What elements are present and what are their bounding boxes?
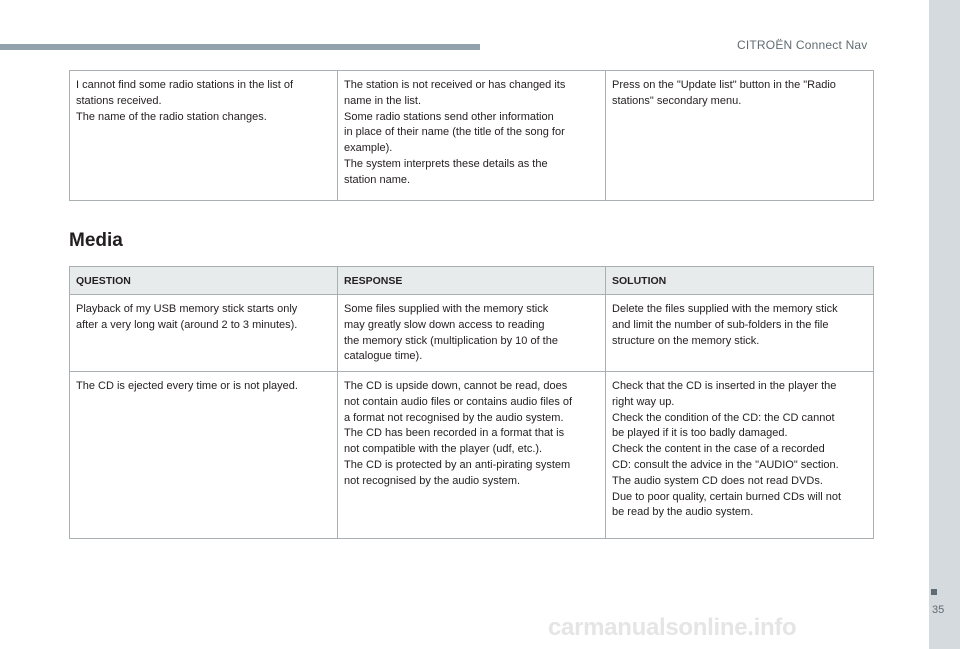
response-text-line: not compatible with the player (udf, etc.). [344,443,543,456]
question-cell [70,71,338,201]
response-cell [338,295,606,372]
response-cell [338,71,606,201]
table-row [70,295,874,372]
response-text-line: The CD has been recorded in a format that is [344,427,565,440]
column-header-response: RESPONSE [338,267,606,295]
response-text-line: Some radio stations send other information [344,110,554,123]
page-side-band [929,0,960,649]
response-text-line: name in the list. [344,94,422,107]
solution-cell [606,295,874,372]
solution-text-line: Due to poor quality, certain burned CDs will not [612,490,842,503]
question-text-line: after a very long wait (around 2 to 3 minutes). [76,318,298,331]
question-text-line: stations received. [76,94,162,107]
solution-text-line: stations" secondary menu. [612,94,742,107]
radio-troubleshooting-table [69,70,874,201]
manual-title: CITROËN Connect Nav [737,38,868,52]
media-troubleshooting-table [69,266,874,539]
solution-text-line: Check the condition of the CD: the CD cannot [612,411,835,424]
response-cell [338,372,606,539]
solution-text-line: be played if it is too badly damaged. [612,427,788,440]
solution-text-line: be read by the audio system. [612,506,754,519]
question-cell [70,295,338,372]
response-text-line: in place of their name (the title of the song for [344,126,565,139]
solution-text-line: Check that the CD is inserted in the player the [612,380,837,392]
response-text-line: The system interprets these details as the [344,157,548,170]
response-text-line: not contain audio files or contains audio files of [344,395,573,408]
question-text-line: The CD is ejected every time or is not played. [76,380,298,392]
solution-text-line: Check the content in the case of a recorded [612,443,825,456]
solution-text-line: Delete the files supplied with the memory stick [612,303,838,315]
solution-text-line: CD: consult the advice in the "AUDIO" section. [612,458,839,471]
table-row [70,372,874,539]
section-title-media: Media [69,230,123,251]
column-header-solution: SOLUTION [606,267,874,295]
response-text-line: may greatly slow down access to reading [344,318,545,331]
response-text-line: The CD is upside down, cannot be read, does [344,380,568,392]
solution-text-line: right way up. [612,395,675,408]
question-text-line: I cannot find some radio stations in the list of [76,79,294,91]
response-text-line: The station is not received or has changed its [344,79,566,91]
solution-cell [606,71,874,201]
question-cell [70,372,338,539]
table-header-row [70,267,874,295]
response-text-line: example). [344,142,393,155]
response-text-line: Some files supplied with the memory stick [344,303,549,315]
response-text-line: The CD is protected by an anti-pirating system [344,458,571,471]
response-text-line: station name. [344,173,411,186]
question-text-line: The name of the radio station changes. [76,110,267,123]
question-text-line: Playback of my USB memory stick starts only [76,303,298,315]
watermark: carmanualsonline.info [548,614,797,641]
solution-text-line: The audio system CD does not read DVDs. [612,474,823,487]
solution-cell [606,372,874,539]
page-marker-icon [931,589,937,595]
page-number: 35 [932,604,945,616]
header-rule [0,44,480,50]
response-text-line: the memory stick (multiplication by 10 of the [344,334,558,347]
response-text-line: a format not recognised by the audio system. [344,411,564,424]
column-header-question: QUESTION [70,267,338,295]
table-row [70,71,874,201]
solution-text-line: and limit the number of sub-folders in the file [612,318,829,331]
solution-text-line: Press on the "Update list" button in the "Radio [612,79,836,91]
response-text-line: not recognised by the audio system. [344,474,521,487]
response-text-line: catalogue time). [344,350,423,363]
solution-text-line: structure on the memory stick. [612,334,760,347]
